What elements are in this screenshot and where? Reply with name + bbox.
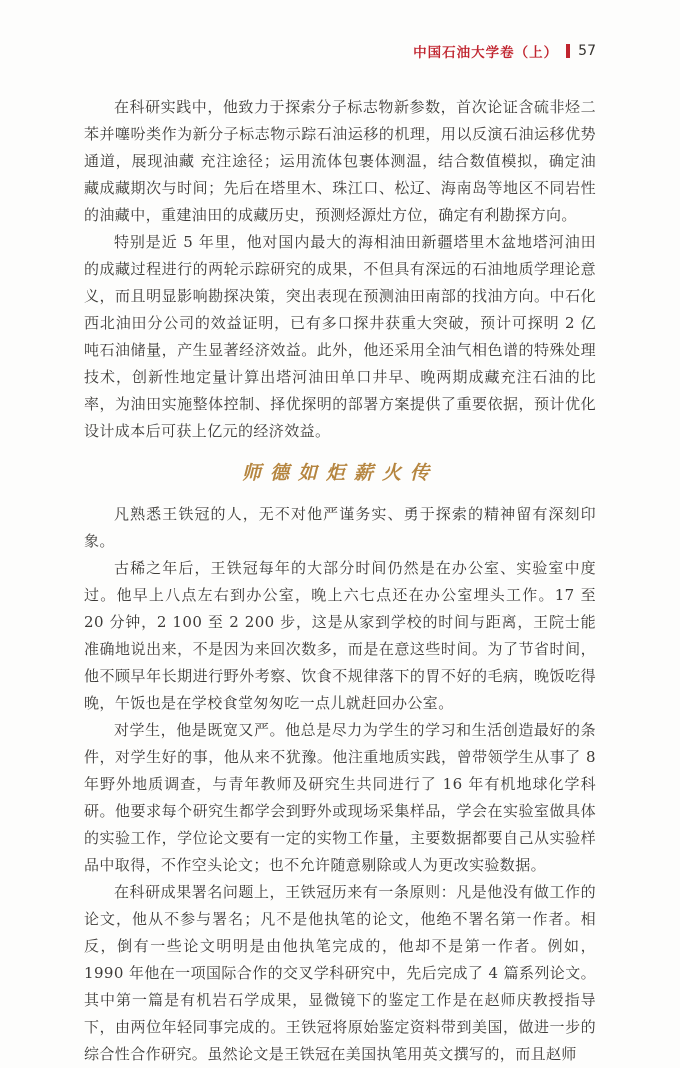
page-number: 57 xyxy=(578,43,596,59)
paragraph-tahe-oilfield: 特别是近 5 年里，他对国内最大的海相油田新疆塔里木盆地塔河油田的成藏过程进行的两轮示踪研究的成果，不但具有深远的石油地质学理论意义，而且明显影响勘探决策，突出表现在预测油田南部的找油方向。中石化西北油田分公司的效益证明，已有多口探井获重大突破，预计可探明 2 亿吨石油储量，产生显著经济效益。此外，他还采用全油气相色谱的特殊处理技术，创新性地定量计算出塔河油田单口井早、晚两期成藏充注石油的比率，为油田实施整体控制、择优探明的部署方案提供了重要依据，预计优化设计成本后可获上亿元的经济效益。 xyxy=(84,233,596,440)
page-body xyxy=(84,94,596,1068)
paragraph-daily-schedule: 古稀之年后，王铁冠每年的大部分时间仍然是在办公室、实验室中度过。他早上八点左右到办公室，晚上六七点还在办公室埋头工作。17 至 20 分钟，2 100 至 2 200 步，这是从家到学校的时间与距离，王院士能准确地说出来，不是因为来回次数多，而是在意这些时间。为了节省时间，他不顾早年长期进行野外考察、饮食不规律落下的胃不好的毛病，晚饭吃得晚，午饭也是在学校食堂匆匆吃一点儿就赶回办公室。 xyxy=(84,559,596,712)
paragraph-research-practice: 在科研实践中，他致力于探索分子标志物新参数，首次论证含硫非烃二苯并噻吩类作为新分子标志物示踪石油运移的机理，用以反演石油运移优势通道，展现油藏 充注途径；运用流体包裹体测温，结合数值模拟，确定油藏成藏期次与时间；先后在塔里木、珠江口、松辽、海南岛等地区不同岩性的油藏中，重建油田的成藏历史，预测烃源灶方位，确定有利勘探方向。 xyxy=(84,98,596,224)
running-header xyxy=(84,42,596,60)
paragraph-authorship-principle: 在科研成果署名问题上，王铁冠历来有一条原则：凡是他没有做工作的论文，他从不参与署名；凡不是他执笔的论文，他绝不署名第一作者。相反，倒有一些论文明明是由他执笔完成的，他却不是第一作者。例如，1990 年他在一项国际合作的交叉学科研究中，先后完成了 4 篇系列论文。其中第一篇是有机岩石学成果，显微镜下的鉴定工作是在赵师庆教授指导下，由两位年轻同事完成的。王铁冠将原始鉴定资料带到美国，做进一步的综合性合作研究。虽然论文是王铁冠在美国执笔用英文撰写的，而且赵师 xyxy=(84,883,596,1063)
paragraph-impression: 凡熟悉王铁冠的人，无不对他严谨务实、勇于探索的精神留有深刻印象。 xyxy=(84,505,596,550)
paragraph-students: 对学生，他是既宽又严。他总是尽力为学生的学习和生活创造最好的条件，对学生好的事，他从来不犹豫。他注重地质实践，曾带领学生从事了 8 年野外地质调查，与青年教师及研究生共同进行了 16 年有机地球化学科研。他要求每个研究生都学会到野外或现场采集样品，学会在实验室做具体的实验工作，学位论文要有一定的实物工作量，主要数据都要自己从实验样品中取得，不作空头论文；也不允许随意剔除或人为更改实验数据。 xyxy=(84,721,596,874)
section-heading-shide: 师德如炬薪火传 xyxy=(241,462,438,484)
book-title: 中国石油大学卷（上） xyxy=(413,45,559,61)
header-divider-bar xyxy=(566,44,570,58)
